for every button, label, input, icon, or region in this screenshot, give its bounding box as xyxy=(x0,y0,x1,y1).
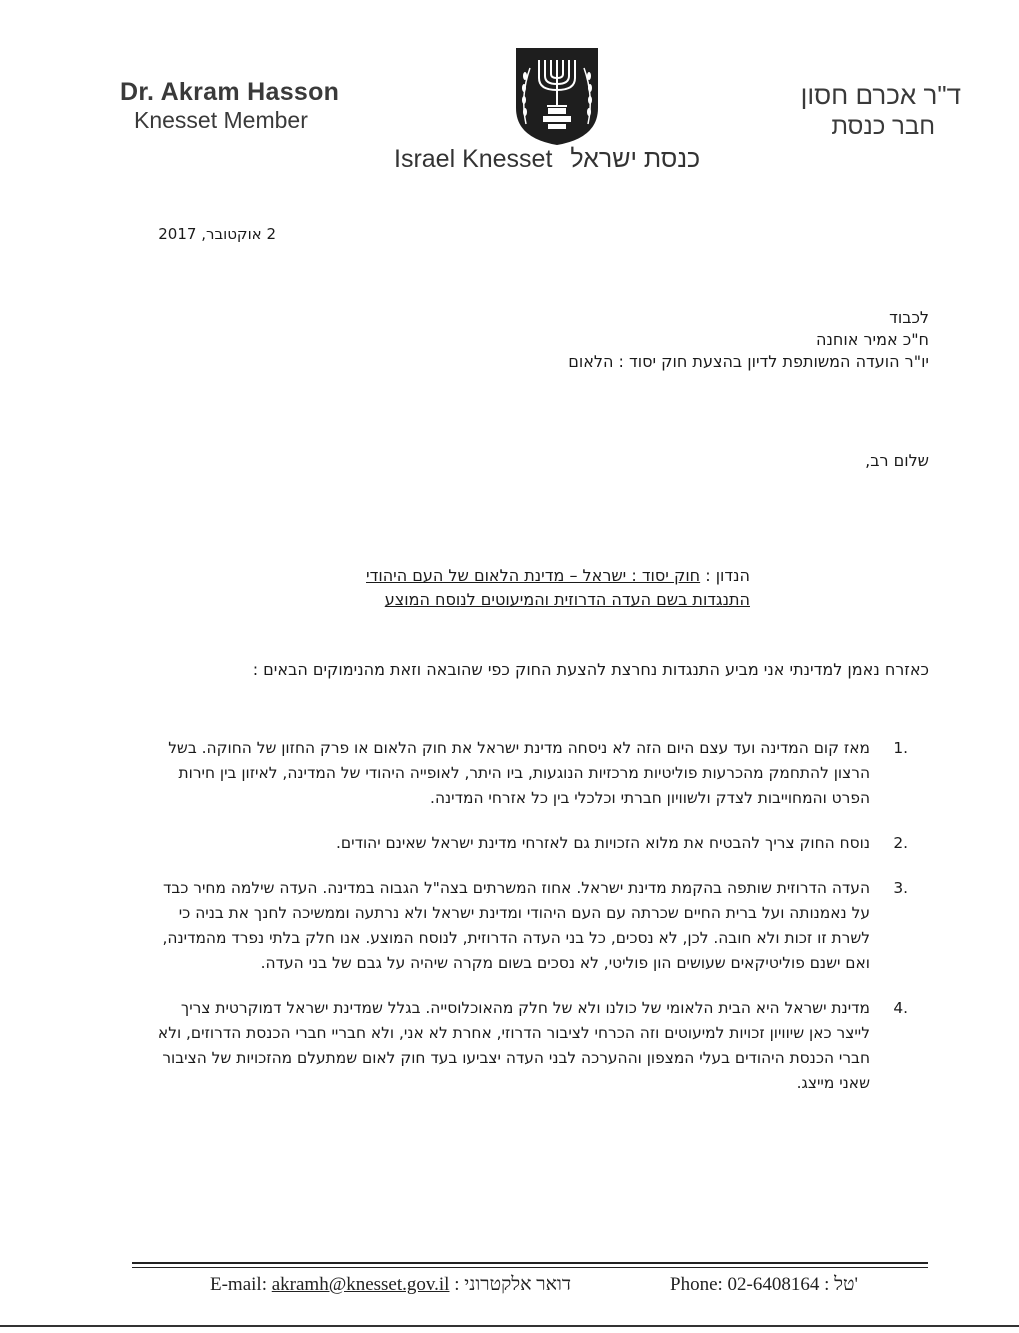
member-title-he: חבר כנסת xyxy=(831,113,935,140)
subject-prefix: הנדון : xyxy=(700,566,750,585)
letter-date: 2 אוקטובר, 2017 xyxy=(158,225,276,243)
addressee-block xyxy=(509,307,929,373)
institution-line xyxy=(394,145,724,174)
member-title-en: Knesset Member xyxy=(134,107,308,133)
item-number: 3. xyxy=(893,879,908,897)
footer-divider xyxy=(132,1262,928,1264)
argument-list xyxy=(148,736,908,1116)
intro-paragraph: כאזרח נאמן למדינתי אני מביע התנגדות נחרצת להצעת החוק כפי שהובאה וזאת מהנימוקים הבאים : xyxy=(252,660,929,679)
institution-en: Israel Knesset xyxy=(394,145,553,173)
institution-he: כנסת ישראל xyxy=(570,145,701,173)
item-text: מאז קום המדינה ועד עצם היום הזה לא ניסחה מדינת ישראל את חוק הלאום או פרק החזון של החוקה. בשל הרצון להתחמק מהכרעות פוליטיות מרכזיות הנוגעות, ביו היתר, לאופייה היהודי של המדינה, לאיזון בין חירות הפרט והמחוייבות לצדק ולשוויון חברתי וכלכלי בין כל אזרחי המדינה. xyxy=(168,739,870,807)
email-link[interactable]: akramh@knesset.gov.il xyxy=(271,1274,450,1295)
subject-objection: התנגדות בשם העדה הדרוזית והמיעוטים לנוסח המוצע xyxy=(384,590,750,609)
item-number: 4. xyxy=(893,999,908,1017)
item-text: העדה הדרוזית שותפה בהקמת מדינת ישראל. אחוז המשרתים בצה"ל הגבוה במדינה. העדה שילמה מחיר כבד על נאמנותה ועל ברית החיים שכרתה עם העם היהודי ומדינת ישראל ולא נרתעה וממשיכה לחנך את בניה כי לשרת זו זכות ולא חובה. לכן, לא נסכים, כל בני העדה הדרוזית, לנוסח המוצע. אנו חלק בלתי נפרד מהמדינה, ואם ישנם פוליטיקאים שעושים הון פוליטי, לא נסכים בשום מקרה שיהיה על גבם של בני העדה. xyxy=(162,879,870,972)
phone-label: Phone: xyxy=(670,1274,723,1295)
email-label-he: : דואר אלקטרוני xyxy=(454,1274,572,1295)
list-item xyxy=(148,876,908,976)
addressee-line-1: לכבוד xyxy=(889,308,929,327)
addressee-line-2: ח"כ אמיר אוחנה xyxy=(816,330,929,349)
subject-line-2 xyxy=(300,588,750,612)
subject-block xyxy=(300,564,750,612)
list-item xyxy=(148,736,908,811)
greeting: שלום רב, xyxy=(865,451,929,470)
phone-label-he: : טל' xyxy=(824,1274,858,1295)
subject-line-1 xyxy=(300,564,750,588)
page-bottom-edge xyxy=(0,1325,1019,1327)
item-number: 2. xyxy=(893,834,908,852)
footer-email xyxy=(210,1274,571,1296)
phone-number: 02-6408164 xyxy=(727,1274,820,1295)
letterhead-hebrew xyxy=(741,80,961,141)
list-item xyxy=(148,996,908,1096)
list-item xyxy=(148,831,908,856)
knesset-emblem-icon xyxy=(512,46,602,146)
footer-phone xyxy=(670,1274,858,1296)
item-number: 1. xyxy=(893,739,908,757)
item-text: נוסח החוק צריך להבטיח את מלוא הזכויות גם לאזרחי מדינת ישראל שאינם יהודים. xyxy=(336,834,870,852)
email-label: E-mail: xyxy=(210,1274,267,1295)
member-name-en: Dr. Akram Hasson xyxy=(120,78,340,106)
item-text: מדינת ישראל היא הבית הלאומי של כולנו ולא של חלק מהאוכלוסייה. בגלל שמדינת ישראל דמוקרטית צריך לייצר כאן שיוויון זכויות למיעוטים וזה הכרחי לציבור הדרוזי, אחרת לא אני, ולא חבריי חברי הכנסת הדרוזים, ולא חברי הכנסת היהודים בעלי המצפון וההערכה לבני העדה יצביעו בעד חוק לאום שמתעלם מהזכויות של הציבור שאני מייצג. xyxy=(157,999,870,1092)
footer-divider-thin xyxy=(132,1267,928,1268)
addressee-line-3: יו"ר הועדה המשותפת לדיון בהצעת חוק יסוד : הלאום xyxy=(568,352,929,371)
subject-title: חוק יסוד : ישראל – מדינת הלאום של העם היהודי xyxy=(366,566,701,585)
letterhead-english xyxy=(120,78,360,134)
member-name-he: ד"ר אכרם חסון xyxy=(800,80,961,110)
